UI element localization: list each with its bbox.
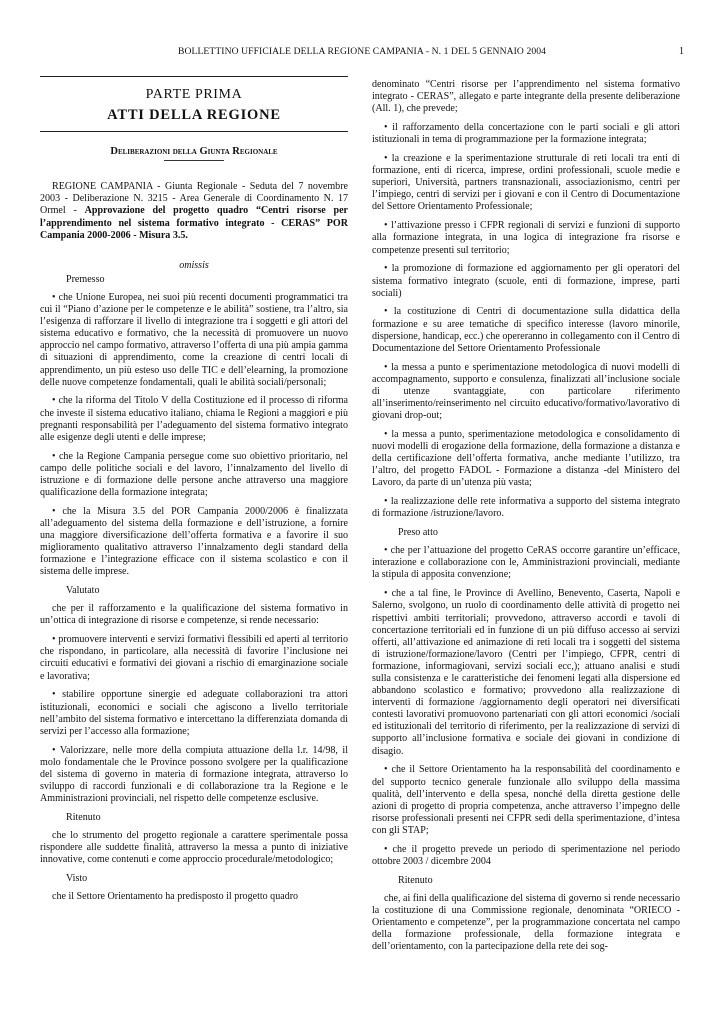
preso-atto-label: Preso atto xyxy=(398,527,438,539)
ritenuto-label: Ritenuto xyxy=(398,874,433,886)
paragraph: • che il progetto prevede un periodo di sperimentazione nel periodo ottobre 2003 / dicembre 2004 xyxy=(372,843,680,867)
left-column xyxy=(40,76,348,910)
paragraph: • l’attivazione presso i CFPR regionali di servizi e funzioni di supporto alla formazione integrata, in una logica di integrazione fra risorse e competenze presenti sul territorio; xyxy=(372,220,680,256)
paragraph: • la messa a punto, sperimentazione metodologica e consolidamento di nuovi modelli di erogazione della formazione, della formazione a distanza e della certificazione dell’offerta formativa, anche mediante l’utilizzo, tra l’altro, del progetto FADOL - Formazione a distanza -del Ministero del Lavoro, da parte di un’utenza più vasta; xyxy=(372,428,680,489)
section-rule xyxy=(40,131,348,132)
paragraph: • la promozione di formazione ed aggiornamento per gli operatori del sistema formativo integrato (scuole, enti di formazione, imprese, parti sociali) xyxy=(372,263,680,299)
paragraph: • la costituzione di Centri di documentazione sulla didattica della formazione e su aree tematiche di specifico interesse (lavoro minorile, dispersione, handicap, ecc.) che opereranno in collegamento con il Centro di Documentazione del Settore Orientamento Professionale xyxy=(372,306,680,354)
short-divider xyxy=(164,160,224,161)
paragraph: • promuovere interventi e servizi formativi flessibili ed aperti al territorio che rispondano, in particolare, alla necessità di favorire l’inclusione nei circuiti educativi e formativi dei giovani a rischio di emarginazione sociale e lavorativa; xyxy=(40,634,348,682)
paragraph: • che la Misura 3.5 del POR Campania 2000/2006 è finalizzata all’adeguamento del sistema della formazione e dell’istruzione, a fornire una maggiore diversificazione dell’offerta formativa e a favorire il suo miglioramento qualitativo attraverso l’innalzamento degli standard della formazione e l’integrazione efficace con il sistema scolastico e con il sistema delle imprese. xyxy=(40,505,348,578)
section-atti-regione: ATTI DELLA REGIONE xyxy=(107,107,281,124)
right-column xyxy=(372,79,680,960)
valutato-label: Valutato xyxy=(66,585,100,597)
paragraph: che lo strumento del progetto regionale a carattere sperimentale possa rispondere alle suddette finalità, attraverso la messa a punto di iniziative innovative, come contenuti e come approccio procedurale/metodologico; xyxy=(40,829,348,866)
paragraph: • che per l’attuazione del progetto CeRAS occorre garantire un’efficace, interazione e collaborazione con le, Amministrazioni provinciali, mediante la stipula di apposita convenzione; xyxy=(372,545,680,581)
paragraph: che il Settore Orientamento ha predisposto il progetto quadro xyxy=(52,891,299,903)
ritenuto-label: Ritenuto xyxy=(66,811,101,823)
paragraph: • che la Regione Campania persegue come suo obiettivo prioritario, nel campo delle politiche sociali e del lavoro, l’innalzamento del livello di istruzione e di formazione delle persone anche attraverso una maggiore qualificazione della formazione integrata; xyxy=(40,450,348,498)
paragraph: che per il rafforzamento e la qualificazione del sistema formativo in un’ottica di integrazione di risorse e competenze, si rende necessario: xyxy=(40,603,348,627)
paragraph: che, ai fini della qualificazione del sistema di governo si rende necessario la costituzione di una Commissione regionale, denominata “ORIECO - Orientamento e competenze”, per la programmazione concertata nel campo della formazione professionale, della formazione integrata e dell’orientamento, con la partecipazione della rete dei sog- xyxy=(372,892,680,953)
paragraph: • che a tal fine, le Province di Avellino, Benevento, Caserta, Napoli e Salerno, svolgono, un ruolo di coordinamento delle attività di progetto nei rispettivi ambiti territoriali; provvedono, attraverso accordi e tavoli di concertazione territoriali ed in funzione di un più diffuso accesso ai servizi offerti, all’attivazione ed animazione di reti locali tra i soggetti del sistema di istruzione/formazione/lavoro (Centri per l’impiego, CFPR, centri di formazione, informagiovani, servizi sociali ecc,); attuano analisi e studi sulla consistenza e le caratteristiche dei fenomeni legati alla dispersione ed abbandono scolastico e formativo; provvedono alla realizzazione di interventi di formazione /aggiornamento degli operatori nei diversificati contesti lavorativi promuovono partenariati con gli attori economici /sociali ed istituzionali del territorio di riferimento, per la realizzazione di servizi di supporto all’inclusione formativa e sociale dei giovani in condizione di disagio. xyxy=(372,588,680,757)
deliberazioni-heading: Deliberazioni della Giunta Regionale xyxy=(110,146,278,158)
top-rule xyxy=(40,76,348,77)
page-number: 1 xyxy=(679,46,684,57)
visto-label: Visto xyxy=(66,873,88,885)
paragraph: denominato “Centri risorse per l’apprendimento nel sistema formativo integrato - CERAS”, allegato e parte integrante della presente deliberazione (All. 1), che prevede; xyxy=(372,79,680,115)
paragraph: • Valorizzare, nelle more della compiuta attuazione della l.r. 14/98, il molo fondamentale che le Province possono svolgere per la qualificazione del sistema di governo in materia di formazione integrata, attraverso lo sviluppo di raccordi funzionali e di collaborazione tra la Regione e le Amministrazioni provinciali, nel rispetto delle competenze esclusive. xyxy=(40,744,348,804)
deliberation-intro: REGIONE CAMPANIA - Giunta Regionale - Seduta del 7 novembre 2003 - Deliberazione N. 3215 - Area Generale di Coordinamento N. 17 Ormel - Approvazione del progetto quadro “Centri risorse per l’apprendimento nel sistema formativo integrato - CERAS” POR Campania 2000-2006 - Misura 3.5. xyxy=(40,181,348,241)
paragraph: • che il Settore Orientamento ha la responsabilità del coordinamento e del supporto tecnico generale funzionale allo sviluppo della massima qualità, dell’intervento e della spesa, nonché della diretta gestione delle azioni di progetto di propria competenza, anche attraverso l’impegno delle risorse professionali presenti nei CFPR sedi della sperimentazione, d’intesa con gli STAP; xyxy=(372,764,680,836)
bulletin-title: BOLLETTINO UFFICIALE DELLA REGIONE CAMPANIA - N. 1 DEL 5 GENNAIO 2004 xyxy=(177,46,547,57)
bulletin-header xyxy=(40,46,684,60)
paragraph: • la realizzazione delle rete informativa a supporto del sistema integrato di formazione /istruzione/lavoro. xyxy=(372,496,680,520)
paragraph: • che Unione Europea, nei suoi più recenti documenti programmatici tra cui il “Piano d’azione per le competenze e le abilità” sostiene, tra l’altro, sia l’esigenza di rafforzare il livello di integrazione tra i soggetti e gli attori del sistema educativo e formativo, che la necessità di promuovere un nuovo approccio nel campo formativo, attraverso l’offerta di una più ampia gamma di situazioni di apprendimento, come la creazione di centri locali di apprendimento, un più esteso uso delle TIC e dell’elearning, la promozione delle nuove competenze fondamentali, quali le abilità sociali/personali; xyxy=(40,291,348,388)
deliberation-subject: Approvazione del progetto quadro “Centri risorse per l’apprendimento nel sistema formativo integrato - CERAS” POR Campania 2000-2006 - Misura 3.5. xyxy=(40,205,348,241)
section-parte-prima: PARTE PRIMA xyxy=(145,87,243,102)
paragraph: • il rafforzamento della concertazione con le parti sociali e gli attori istituzionali in tema di programmazione per la formazione integrata; xyxy=(372,122,680,146)
paragraph: • che la riforma del Titolo V della Costituzione ed il processo di riforma che investe il sistema educativo italiano, chiama le Regioni a maggiori e più pregnanti responsabilità per l’adeguamento del sistema formativo integrato alle esigenze degli utenti e delle imprese; xyxy=(40,395,348,443)
paragraph: • stabilire opportune sinergie ed adeguate collaborazioni tra attori istituzionali, economici e sociali che agiscono a livello territoriale nell’ambito del sistema formativo e intercettano la differenziata domanda di servizi per l’accesso alla formazione; xyxy=(40,689,348,737)
premesso-label: Premesso xyxy=(66,273,105,285)
paragraph: • la messa a punto e sperimentazione metodologica di nuovi modelli di accompagnamento, supporto e consulenza, finalizzati all’inclusione sociale di utenze svantaggiate, con particolare riferimento all’inserimento/reinserimento nel circuito educativo/formativo/lavorativo di giovani drop-out; xyxy=(372,361,680,422)
paragraph: • la creazione e la sperimentazione strutturale di reti locali tra enti di formazione, enti di ricerca, imprese, ordini professionali, scuole medie e superiori, Università, partners transnazionali, associazionismo, centri per l’impiego, centri di servizi per i giovani e con il Centro di Documentazione del Settore Orientamento Professionale; xyxy=(372,153,680,213)
omissis-label: omissis xyxy=(179,259,209,271)
